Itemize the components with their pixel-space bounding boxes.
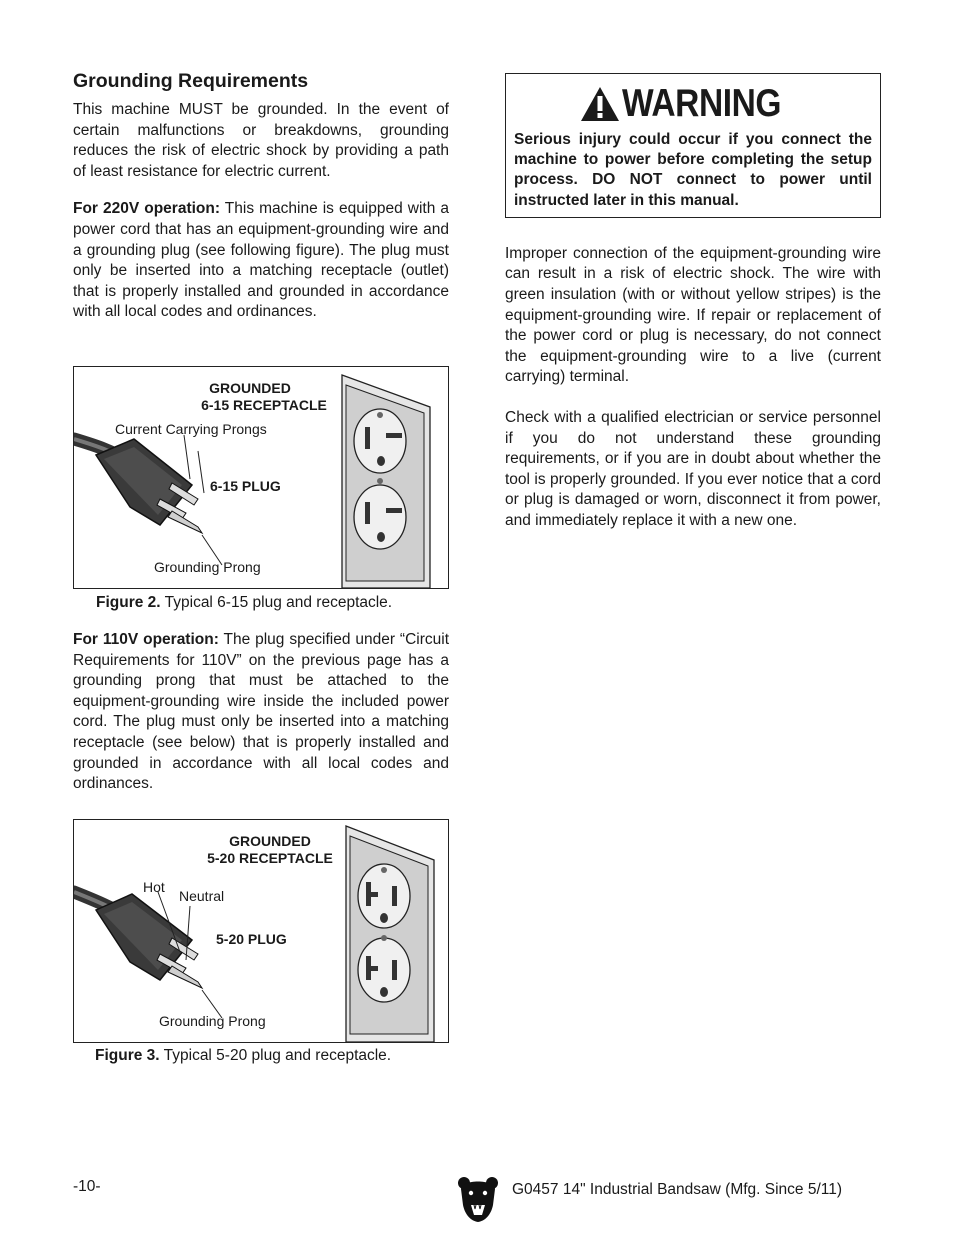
op110-block — [73, 630, 449, 795]
fig2-caption-bold: Figure 2. — [96, 594, 161, 611]
figure-2-caption — [96, 593, 392, 613]
left-column — [73, 68, 449, 323]
fig3-neutral-label: Neutral — [179, 888, 225, 904]
op110-label: For 110V operation: — [73, 631, 219, 648]
figure-2-box — [73, 366, 449, 589]
op220-label: For 220V operation: — [73, 200, 221, 218]
figure-3-box — [73, 819, 449, 1043]
warning-header — [514, 84, 872, 124]
op110-text: The plug specified under “Circuit Requirements for 110V” on the previous page has a grounding prong that must be attached to the equipment-grounding wire inside the included power cord. The plug must only be inserted into a matching receptacle (see below) that is properly installed and grounded in accordance with all local codes and ordinances. — [73, 631, 450, 793]
warning-box — [505, 73, 881, 218]
footer-title: G0457 14" Industrial Bandsaw (Mfg. Since 5/11) — [512, 1181, 843, 1198]
fig3-receptacle-label-1: GROUNDED — [229, 833, 311, 849]
fig3-caption-bold: Figure 3. — [95, 1047, 160, 1064]
figure-3-caption — [95, 1046, 391, 1066]
section-title: Grounding Requirements — [73, 70, 309, 92]
fig2-prongs-label: Current Carrying Prongs — [115, 421, 267, 437]
plug-520-illustration — [74, 820, 448, 1042]
page-number: -10- — [73, 1178, 101, 1195]
fig2-receptacle-label-2: 6-15 RECEPTACLE — [201, 397, 327, 413]
fig3-caption-text: Typical 5-20 plug and receptacle. — [159, 1047, 392, 1064]
fig3-receptacle-label-2: 5-20 RECEPTACLE — [207, 850, 333, 866]
fig2-plug-label: 6-15 PLUG — [210, 478, 281, 494]
warning-triangle-icon — [580, 86, 620, 122]
warning-title: WARNING — [621, 82, 781, 125]
fig2-ground-label: Grounding Prong — [154, 559, 261, 575]
fig3-hot-label: Hot — [143, 879, 165, 895]
right-column — [505, 73, 881, 532]
fig3-ground-label: Grounding Prong — [159, 1013, 266, 1029]
warning-text: Serious injury could occur if you connect the machine to power before completing the setup process. DO NOT connect to power until instructed later in this manual. — [514, 131, 872, 209]
right-paragraph-1: Improper connection of the equipment-grounding wire can result in a risk of electric shock. The wire with green insulation (with or without yellow stripes) is the equipment-grounding wire. If repair or replacement of the power cord or plug is necessary, do not connect the equipment-grounding wire to a live (current carrying) terminal. — [505, 244, 881, 386]
op220-paragraph — [73, 199, 449, 323]
fig2-receptacle-label-1: GROUNDED — [209, 380, 291, 396]
plug-615-illustration — [74, 367, 448, 588]
fig3-plug-label: 5-20 PLUG — [216, 931, 287, 947]
grizzly-bear-logo-icon — [457, 1175, 499, 1228]
intro-paragraph: This machine MUST be grounded. In the event of certain malfunctions or breakdowns, grounding reduces the risk of electric shock by providing a path of least resistance for electric current. — [73, 101, 449, 180]
op220-text: This machine is equipped with a power cord that has an equipment-grounding wire and a grounding plug (see following figure). The plug must only be inserted into a matching receptacle (outlet) that is properly installed and grounded in accordance with all local codes and ordinances. — [73, 200, 449, 321]
right-paragraph-2: Check with a qualified electrician or service personnel if you do not understand these grounding requirements, or if you are in doubt about whether the tool is properly grounded. If you ever notice that a cord or plug is damaged or worn, disconnect it from power, and immediately replace it with a new one. — [505, 408, 881, 529]
op110-paragraph — [73, 630, 449, 795]
fig2-caption-text: Typical 6-15 plug and receptacle. — [160, 594, 393, 611]
